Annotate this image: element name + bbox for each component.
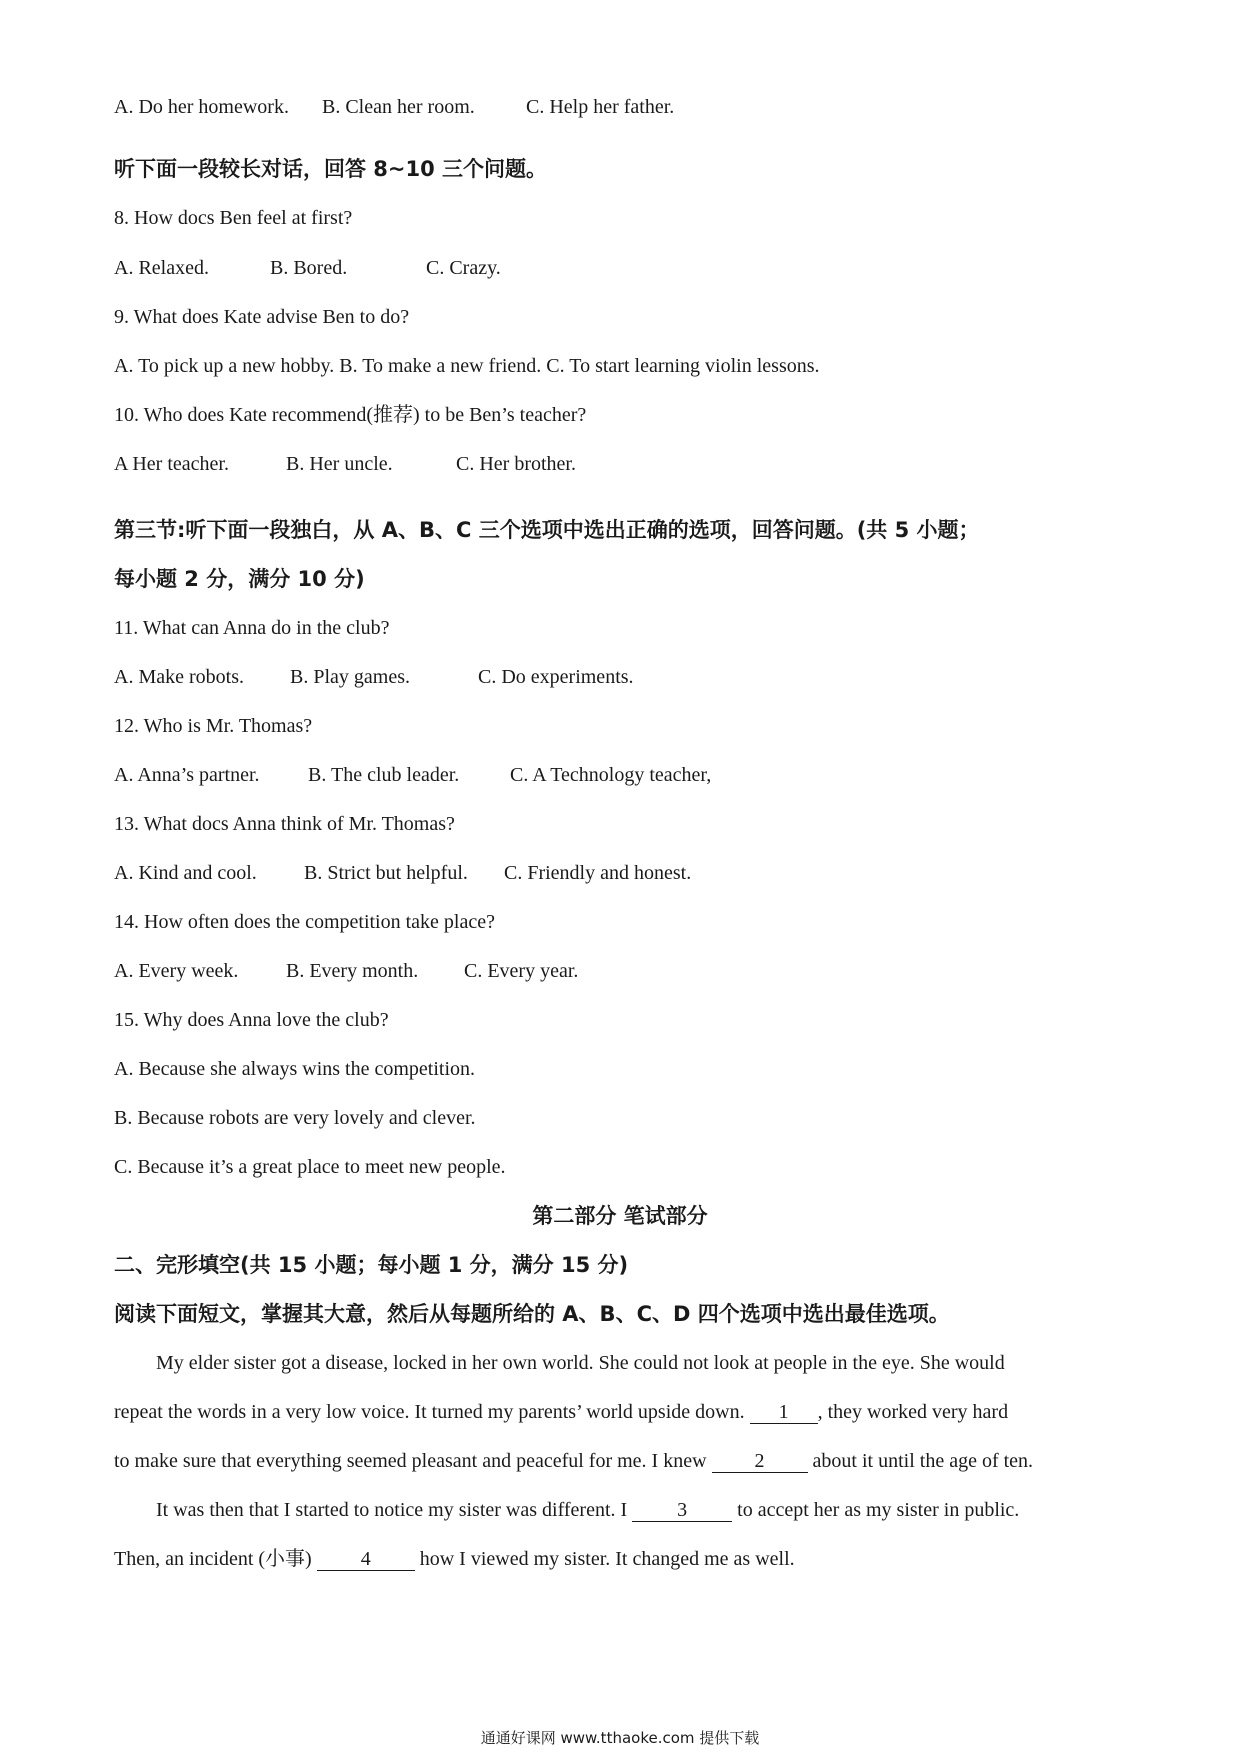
question-14: 14. How often does the competition take place? xyxy=(114,911,495,933)
q12-option-c: C. A Technology teacher, xyxy=(510,764,712,786)
q13-option-b: B. Strict but helpful. xyxy=(304,862,468,884)
q10-option-b: B. Her uncle. xyxy=(286,453,393,475)
q10-options xyxy=(114,452,576,476)
q15-option-c: C. Because it’s a great place to meet new people. xyxy=(114,1156,506,1178)
cloze-heading: 二、完形填空(共 15 小题；每小题 1 分，满分 15 分) xyxy=(114,1253,629,1277)
passage-p2-line2-text-after: how I viewed my sister. It changed me as well. xyxy=(414,1548,795,1570)
q8-option-a: A. Relaxed. xyxy=(114,257,209,279)
question-15: 15. Why does Anna love the club? xyxy=(114,1009,389,1031)
q15-option-b: B. Because robots are very lovely and clever. xyxy=(114,1107,476,1129)
q14-option-c: C. Every year. xyxy=(464,960,579,982)
q11-options xyxy=(114,665,634,689)
q13-option-a: A. Kind and cool. xyxy=(114,862,257,884)
q11-option-a: A. Make robots. xyxy=(114,666,244,688)
q8-option-b: B. Bored. xyxy=(270,257,348,279)
cloze-blank-4[interactable]: 4 xyxy=(317,1548,415,1571)
passage-p1-line1: My elder sister got a disease, locked in her own world. She could not look at people in the eye. She would xyxy=(156,1352,1005,1374)
passage-p2-line1-text-before: It was then that I started to notice my sister was different. I xyxy=(156,1499,633,1521)
passage-p2-line1 xyxy=(156,1498,1019,1522)
q7-option-c: C. Help her father. xyxy=(526,96,675,118)
q11-option-c: C. Do experiments. xyxy=(478,666,634,688)
passage-p2-line2 xyxy=(114,1547,795,1571)
q8-options xyxy=(114,256,501,280)
q10-option-a: A Her teacher. xyxy=(114,453,229,475)
q12-options xyxy=(114,763,712,787)
question-12: 12. Who is Mr. Thomas? xyxy=(114,715,313,737)
question-13: 13. What docs Anna think of Mr. Thomas? xyxy=(114,813,455,835)
q14-option-a: A. Every week. xyxy=(114,960,239,982)
section3-heading-line2: 每小题 2 分，满分 10 分) xyxy=(114,567,365,591)
q13-option-c: C. Friendly and honest. xyxy=(504,862,692,884)
cloze-blank-3[interactable]: 3 xyxy=(632,1499,732,1522)
passage-p1-line2-text-after: , they worked very hard xyxy=(817,1401,1009,1423)
q7-option-b: B. Clean her room. xyxy=(322,96,475,118)
q12-option-a: A. Anna’s partner. xyxy=(114,764,260,786)
section3-heading-line1: 第三节:听下面一段独白，从 A、B、C 三个选项中选出正确的选项，回答问题。(共 5 小题； xyxy=(114,518,980,542)
passage-p1-line3 xyxy=(114,1449,1033,1473)
cloze-blank-2[interactable]: 2 xyxy=(712,1450,808,1473)
passage-p2-line1-text-after: to accept her as my sister in public. xyxy=(732,1499,1020,1521)
cloze-instruction: 阅读下面短文，掌握其大意，然后从每题所给的 A、B、C、D 四个选项中选出最佳选项。 xyxy=(114,1302,950,1326)
q7-options xyxy=(114,95,675,119)
q8-option-c: C. Crazy. xyxy=(426,257,501,279)
q14-option-b: B. Every month. xyxy=(286,960,419,982)
dialog-heading: 听下面一段较长对话，回答 8~10 三个问题。 xyxy=(114,157,548,181)
passage-p1-line3-text-before: to make sure that everything seemed pleasant and peaceful for me. I knew xyxy=(114,1450,712,1472)
question-10: 10. Who does Kate recommend(推荐) to be Ben’s teacher? xyxy=(114,404,587,426)
question-8: 8. How docs Ben feel at first? xyxy=(114,207,353,229)
passage-p1-line2-text-before: repeat the words in a very low voice. It turned my parents’ world upside down. xyxy=(114,1401,750,1423)
passage-p1-line3-text-after: about it until the age of ten. xyxy=(807,1450,1034,1472)
cloze-blank-1[interactable]: 1 xyxy=(750,1401,818,1424)
question-9: 9. What does Kate advise Ben to do? xyxy=(114,306,410,328)
q14-options xyxy=(114,959,579,983)
passage-p1-line2 xyxy=(114,1400,1008,1424)
page-footer: 通通好课网 www.tthaoke.com 提供下载 xyxy=(480,1729,760,1747)
question-11: 11. What can Anna do in the club? xyxy=(114,617,390,639)
q10-option-c: C. Her brother. xyxy=(456,453,576,475)
q11-option-b: B. Play games. xyxy=(290,666,410,688)
q15-option-a: A. Because she always wins the competition. xyxy=(114,1058,476,1080)
q9-options: A. To pick up a new hobby. B. To make a new friend. C. To start learning violin lessons. xyxy=(114,355,820,377)
q13-options xyxy=(114,861,692,885)
q7-option-a: A. Do her homework. xyxy=(114,96,289,118)
part2-title: 第二部分 笔试部分 xyxy=(532,1204,708,1228)
passage-p2-line2-text-before: Then, an incident (小事) xyxy=(114,1548,317,1570)
q12-option-b: B. The club leader. xyxy=(308,764,460,786)
